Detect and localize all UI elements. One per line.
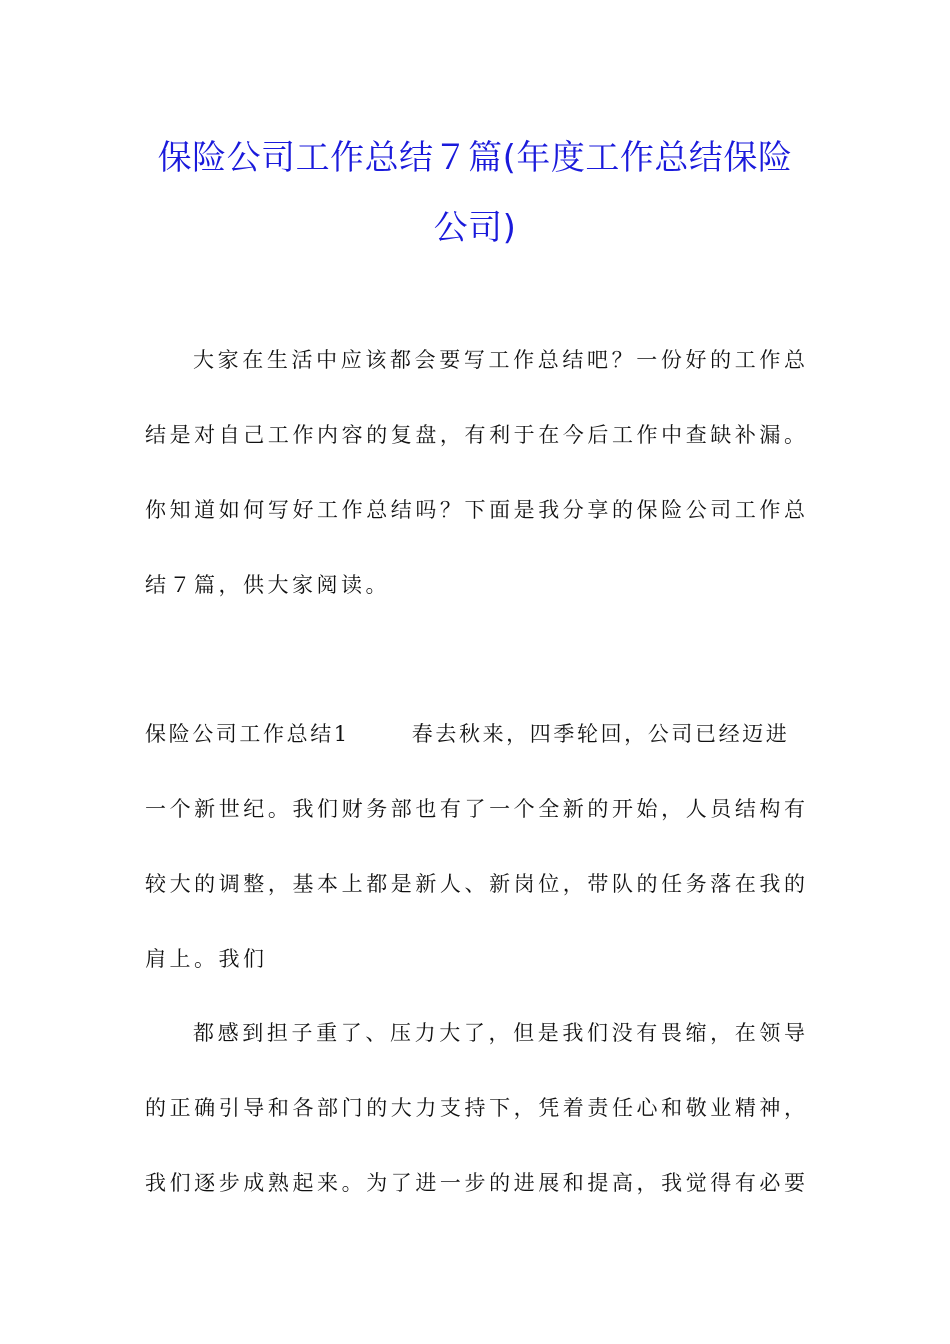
document-title-line-1: 保险公司工作总结７篇(年度工作总结保险 [157,138,793,178]
document-title-line-2: 公司) [433,208,517,248]
section1-first-line [145,721,805,747]
section1-heading: 保险公司工作总结1 [145,722,350,746]
para2-line-2: 的正确引导和各部门的大力支持下，凭着责任心和敬业精神， [145,1096,805,1120]
section1-line-2: 一个新世纪。我们财务部也有了一个全新的开始，人员结构有 [145,797,805,821]
section1-first-line-text: 春去秋来，四季轮回，公司已经迈进 [411,722,790,746]
intro-line-4: 结７篇，供大家阅读。 [145,573,390,597]
para2-line-1: 都感到担子重了、压力大了，但是我们没有畏缩，在领导 [193,1021,805,1045]
intro-line-3: 你知道如何写好工作总结吗？下面是我分享的保险公司工作总 [145,498,805,522]
section1-line-3: 较大的调整，基本上都是新人、新岗位，带队的任务落在我的 [145,872,805,896]
intro-line-2: 结是对自己工作内容的复盘，有利于在今后工作中查缺补漏。 [145,423,805,447]
intro-line-1: 大家在生活中应该都会要写工作总结吧？一份好的工作总 [193,348,805,372]
para2-line-3: 我们逐步成熟起来。为了进一步的进展和提高，我觉得有必要 [145,1171,805,1195]
section1-line-4: 肩上。我们 [145,947,268,971]
